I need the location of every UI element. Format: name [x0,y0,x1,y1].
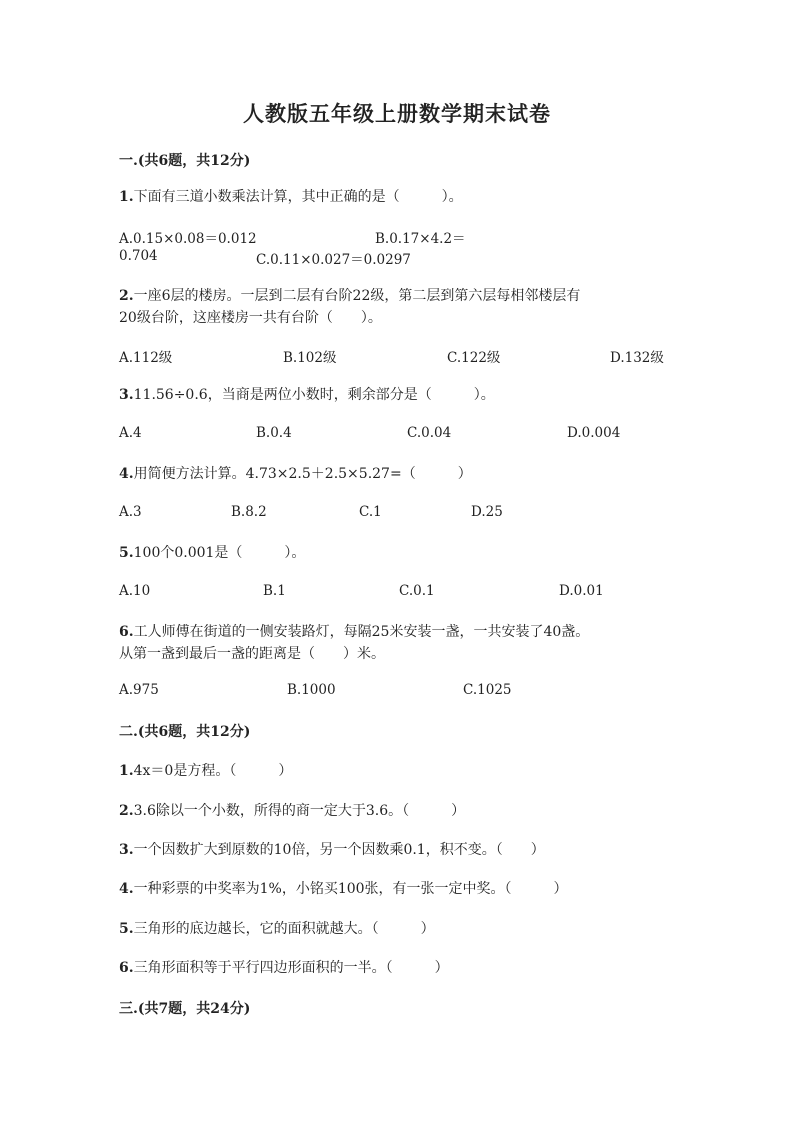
option-b: B.102级 [283,350,337,366]
question-1-1-options [119,227,719,247]
option-a: A.4 [119,425,142,441]
question-number: 2. [119,803,134,819]
option-b: B.0.17×4.2＝ [375,231,466,247]
question-number: 1. [119,763,134,779]
question-1-1-options-cont [119,248,719,268]
option-b-continued: 0.704 [119,248,158,264]
question-number: 6. [119,624,134,640]
question-1-1 [119,186,679,208]
option-d: D.0.01 [559,583,604,599]
question-text-line2: 20级台阶，这座楼房一共有台阶（ ）。 [119,310,382,326]
option-d: D.132级 [610,350,664,366]
question-text: 工人师傅在街道的一侧安装路灯，每隔25米安装一盏，一共安装了40盏。 [133,624,590,640]
question-2-4 [119,878,679,900]
option-c: C.0.1 [399,583,435,599]
section-3-heading: 三.(共7题，共24分) [119,1001,251,1017]
option-c: C.1 [359,504,382,520]
question-1-4-options [119,504,719,524]
option-d: D.0.004 [567,425,621,441]
question-text: 11.56÷0.6，当商是两位小数时，剩余部分是（ ）。 [133,387,495,403]
option-d: D.25 [471,504,503,520]
question-1-2 [119,285,679,329]
option-b: B.1 [263,583,286,599]
question-number: 5. [119,921,134,937]
question-1-2-options [119,346,719,366]
question-text: 一种彩票的中奖率为1%，小铭买100张，有一张一定中奖。（ ） [133,881,568,897]
page-title: 人教版五年级上册数学期末试卷 [243,101,551,126]
question-1-6-options [119,682,719,702]
option-a: A.0.15×0.08＝0.012 [119,231,257,247]
question-number: 2. [119,288,134,304]
option-c: C.0.11×0.027＝0.0297 [256,252,411,268]
question-1-3-options [119,425,719,445]
section-2-heading: 二.(共6题，共12分) [119,724,251,740]
question-number: 1. [119,189,134,205]
question-text: 一个因数扩大到原数的10倍，另一个因数乘0.1，积不变。（ ） [133,842,545,858]
question-text: 3.6除以一个小数，所得的商一定大于3.6。（ ） [133,803,466,819]
option-b: B.0.4 [256,425,292,441]
question-number: 5. [119,545,134,561]
option-b: B.1000 [287,682,336,698]
question-1-6 [119,621,679,665]
question-text-line2: 从第一盏到最后一盏的距离是（ ）米。 [119,646,385,662]
option-a: A.975 [119,682,159,698]
question-text: 一座6层的楼房。一层到二层有台阶22级，第二层到第六层每相邻楼层有 [133,288,581,304]
option-a: A.3 [119,504,142,520]
question-number: 3. [119,842,134,858]
option-b: B.8.2 [231,504,267,520]
question-text: 4x＝0是方程。（ ） [133,763,293,779]
option-a: A.112级 [119,350,173,366]
question-number: 4. [119,881,134,897]
question-2-3 [119,839,679,861]
question-1-4 [119,463,679,485]
section-1-heading: 一.(共6题，共12分) [119,153,251,169]
question-number: 3. [119,387,134,403]
question-1-5-options [119,583,719,603]
question-2-5 [119,918,679,940]
question-2-2 [119,800,679,822]
option-c: C.1025 [463,682,512,698]
question-text: 用简便方法计算。4.73×2.5＋2.5×5.27=（ ） [133,466,472,482]
option-c: C.122级 [447,350,501,366]
question-text: 下面有三道小数乘法计算，其中正确的是（ ）。 [133,189,463,205]
option-c: C.0.04 [407,425,452,441]
question-text: 三角形的底边越长，它的面积就越大。（ ） [133,921,435,937]
question-2-1 [119,760,679,782]
question-text: 100个0.001是（ ）。 [133,545,306,561]
question-text: 三角形面积等于平行四边形面积的一半。（ ） [133,960,449,976]
option-a: A.10 [119,583,151,599]
question-1-5 [119,542,679,564]
question-number: 6. [119,960,134,976]
question-number: 4. [119,466,134,482]
question-2-6 [119,957,679,979]
question-1-3 [119,384,679,406]
